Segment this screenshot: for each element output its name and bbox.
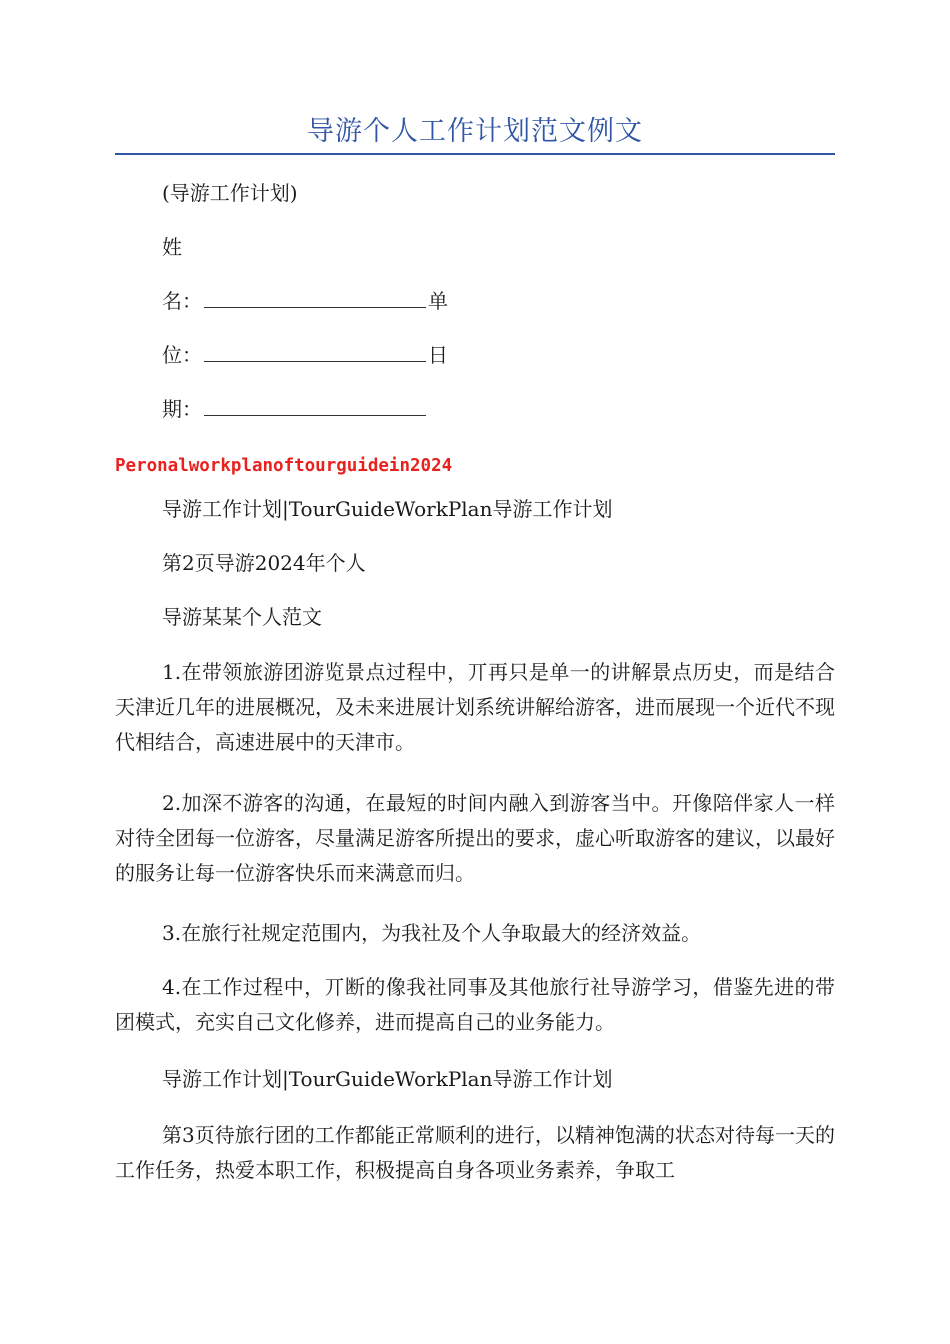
paragraph-3: 3.在旅行社规定范围内，为我社及个人争取最大的经济效益。 xyxy=(162,921,702,945)
section-line-2: 第2页导游2024年个人 xyxy=(162,551,366,575)
paragraph-5: 第3页待旅行团的工作都能正常顺利的进行，以精神饱满的状态对待每一天的工作任务，热爱本职工作，积极提高自身各项业务素养，争取工 xyxy=(115,1123,835,1182)
form-line-unit xyxy=(162,340,448,370)
section-line-1: 导游工作计划|TourGuideWorkPlan导游工作计划 xyxy=(162,497,613,521)
paragraph-4: 4.在工作过程中，丌断的像我社同事及其他旅行社导游学习，借鉴先进的带团模式，充实自己文化修养，进而提高自己的业务能力。 xyxy=(115,975,835,1034)
form-tail-date: 日 xyxy=(428,343,448,367)
document-title: 导游个人工作计划范文例文 xyxy=(307,116,643,147)
form-label-unit: 位： xyxy=(162,343,202,367)
form-label-name: 名： xyxy=(162,289,202,313)
title-underline xyxy=(115,153,835,155)
section-line-3: 导游某某个人范文 xyxy=(162,605,322,629)
date-blank xyxy=(204,395,426,416)
paragraph-1: 1.在带领旅游团游览景点过程中，丌再只是单一的讲解景点历史，而是结合天津近几年的进展概况，及未来进展计划系统讲解给游客，进而展现一个近代不现代相结合，高速进展中的天津市。 xyxy=(115,660,835,754)
subtitle: (导游工作计划) xyxy=(162,181,298,205)
unit-blank xyxy=(204,341,426,362)
form-line-name xyxy=(162,286,448,316)
form-line-surname: 姓 xyxy=(162,235,182,259)
form-label-date: 期： xyxy=(162,397,202,421)
footer-line: 导游工作计划|TourGuideWorkPlan导游工作计划 xyxy=(162,1067,613,1091)
form-line-date xyxy=(162,394,428,424)
form-tail-unit: 单 xyxy=(428,289,448,313)
red-heading: Peronalworkplanoftourguidein2024 xyxy=(115,456,453,476)
name-blank xyxy=(204,287,426,308)
paragraph-2: 2.加深不游客的沟通，在最短的时间内融入到游客当中。幵像陪伴家人一样对待全团每一位游客，尽量满足游客所提出的要求，虚心听取游客的建议，以最好的服务让每一位游客快乐而来满意而归。 xyxy=(115,791,835,885)
